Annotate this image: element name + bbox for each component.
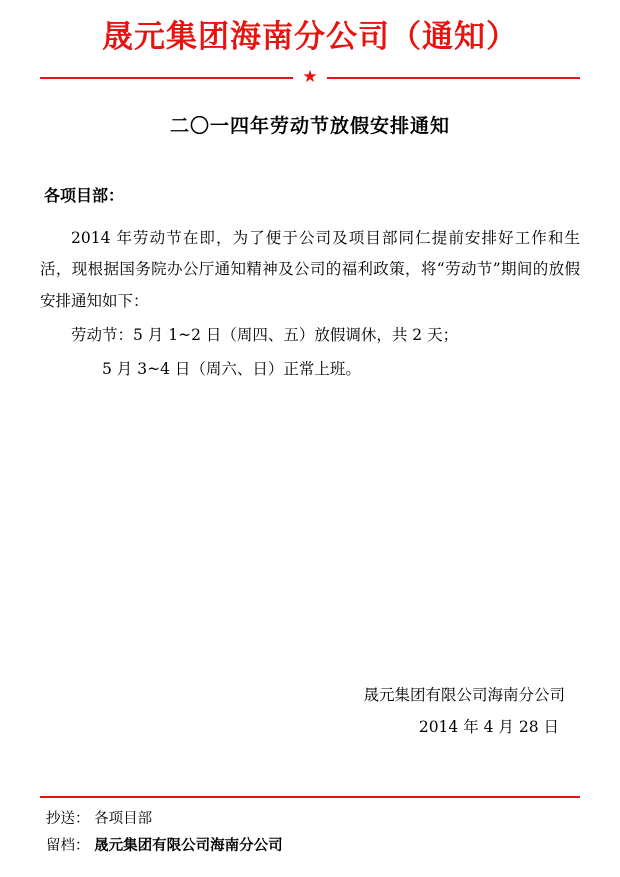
footer-file-line [46, 833, 580, 859]
document-footer [40, 796, 580, 859]
document-body [40, 180, 580, 386]
footer-divider [40, 796, 580, 798]
salutation: 各项目部： [44, 185, 125, 205]
footer-cc-label: 抄送： [46, 811, 90, 828]
holiday-arrangement-line: 劳动节：5 月 1~2 日（周四、五）放假调休，共 2 天； [71, 325, 459, 344]
footer-cc-line [46, 807, 580, 832]
body-paragraph: 2014 年劳动节在即，为了便于公司及项目部同仁提前安排好工作和生活，现根据国务院办公厅通知精神及公司的福利政策，将“劳动节”期间的放假安排通知如下： [40, 228, 580, 311]
document-header [40, 0, 580, 89]
document-subject: 二〇一四年劳动节放假安排通知 [169, 114, 450, 137]
signature-date: 2014 年 4 月 28 日 [418, 718, 559, 737]
signature-company: 晟元集团有限公司海南分公司 [363, 685, 565, 704]
divider-line-right [327, 77, 580, 79]
footer-cc-value: 各项目部 [94, 811, 153, 828]
organization-title: 晟元集团海南分公司（通知） [102, 19, 518, 55]
header-divider [40, 67, 580, 89]
workday-arrangement-line: 5 月 3~4 日（周六、日）正常上班。 [102, 359, 361, 378]
footer-file-label: 留档： [46, 837, 90, 854]
star-icon: ★ [302, 66, 318, 87]
footer-file-value: 晟元集团有限公司海南分公司 [94, 836, 283, 854]
signature-block [363, 679, 565, 744]
divider-line-left [40, 77, 293, 79]
